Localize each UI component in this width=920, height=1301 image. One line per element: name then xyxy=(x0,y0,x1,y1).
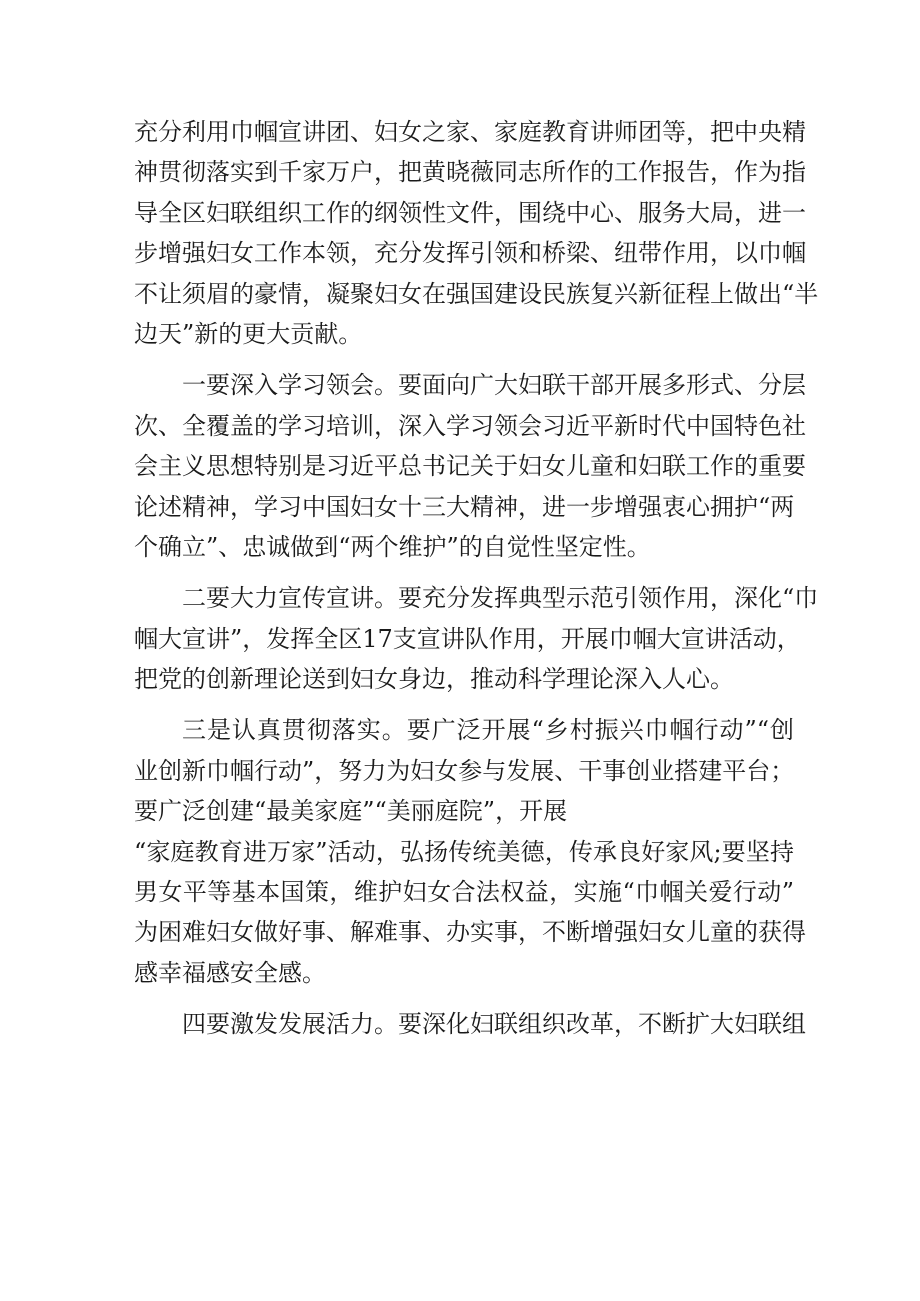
text-line: 导全区妇联组织工作的纲领性文件，围绕中心、服务大局，进一 xyxy=(134,198,806,227)
text-line: “家庭教育进万家”活动，弘扬传统美德，传承良好家风;要坚持 xyxy=(134,837,794,866)
document-body xyxy=(134,112,819,1045)
text-line: 要广泛创建“最美家庭”“美丽庭院”，开展 xyxy=(134,797,568,826)
paragraph-1 xyxy=(134,112,819,354)
text-line: 四要激发发展活力。要深化妇联组织改革，不断扩大妇联组 xyxy=(182,1010,806,1039)
text-line: 业创新巾帼行动”，努力为妇女参与发展、干事创业搭建平台； xyxy=(134,756,795,785)
text-line: 为困难妇女做好事、解难事、办实事，不断增强妇女儿童的获得 xyxy=(134,918,806,947)
text-line: 不让须眉的豪情，凝聚妇女在强国建设民族复兴新征程上做出“半 xyxy=(134,279,819,308)
text-line: 一要深入学习领会。要面向广大妇联干部开展多形式、分层 xyxy=(182,371,806,400)
text-line: 神贯彻落实到千家万户，把黄晓薇同志所作的工作报告，作为指 xyxy=(134,158,806,187)
text-line: 会主义思想特别是习近平总书记关于妇女儿童和妇联工作的重要 xyxy=(134,452,806,481)
text-line: 次、全覆盖的学习培训，深入学习领会习近平新时代中国特色社 xyxy=(134,411,806,440)
text-line: 帼大宣讲”，发挥全区17支宣讲队作用，开展巾帼大宣讲活动， xyxy=(134,624,801,653)
paragraph-3 xyxy=(134,578,819,699)
text-line: 充分利用巾帼宣讲团、妇女之家、家庭教育讲师团等，把中央精 xyxy=(134,118,806,146)
text-line: 步增强妇女工作本领，充分发挥引领和桥梁、纽带作用，以巾帼 xyxy=(134,239,806,268)
text-line: 男女平等基本国策，维护妇女合法权益，实施“巾帼关爱行动” xyxy=(134,878,794,907)
text-line: 论述精神，学习中国妇女十三大精神，进一步增强衷心拥护“两 xyxy=(134,492,795,521)
text-line: 感幸福感安全感。 xyxy=(134,958,326,987)
text-line: 把党的创新理论送到妇女身边，推动科学理论深入人心。 xyxy=(134,665,734,694)
paragraph-2 xyxy=(134,365,806,567)
text-line: 个确立”、忠诚做到“两个维护”的自觉性坚定性。 xyxy=(134,532,651,561)
text-line: 三是认真贯彻落实。要广泛开展“乡村振兴巾帼行动”“创 xyxy=(182,716,794,745)
text-line: 边天”新的更大贡献。 xyxy=(134,319,363,348)
paragraph-5 xyxy=(134,1004,806,1044)
text-line: 二要大力宣传宣讲。要充分发挥典型示范引领作用，深化“巾 xyxy=(182,584,819,613)
paragraph-4 xyxy=(134,710,806,993)
